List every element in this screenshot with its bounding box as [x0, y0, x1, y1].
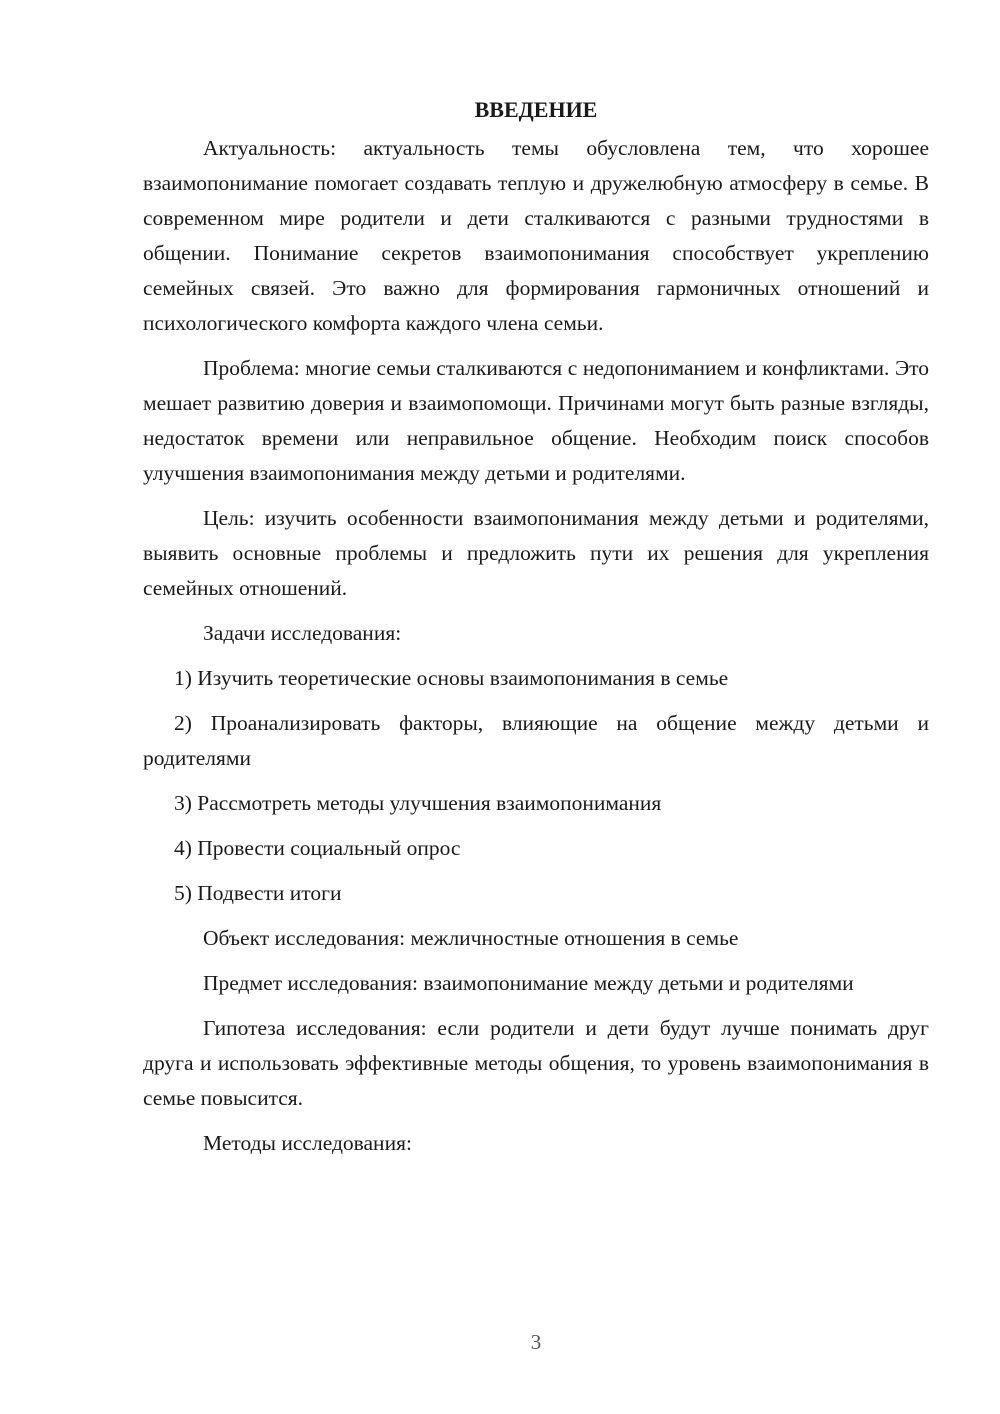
methods-heading: Методы исследования:	[203, 1131, 412, 1155]
page-title: ВВЕДЕНИЕ	[474, 97, 598, 122]
paragraph-relevance: Актуальность: актуальность темы обусловлена тем, что хорошее взаимопонимание помогает создавать теплую и дружелюбную атмосферу в семье. В современном мире родители и дети сталкиваются с разными трудностями в общении. Понимание секретов взаимопонимания способствует укреплению семейных связей. Это важно для формирования гармоничных отношений и психологического комфорта каждого члена семьи.	[143, 136, 929, 335]
tasks-heading: Задачи исследования:	[203, 621, 402, 645]
paragraph-problem: Проблема: многие семьи сталкиваются с недопониманием и конфликтами. Это мешает развитию доверия и взаимопомощи. Причинами могут быть разные взгляды, недостаток времени или неправильное общение. Необходим поиск способов улучшения взаимопонимания между детьми и родителями.	[143, 356, 929, 485]
paragraph-hypothesis: Гипотеза исследования: если родители и дети будут лучше понимать друг друга и использовать эффективные методы общения, то уровень взаимопонимания в семье повысится.	[143, 1016, 929, 1110]
paragraph-goal: Цель: изучить особенности взаимопонимания между детьми и родителями, выявить основные проблемы и предложить пути их решения для укрепления семейных отношений.	[143, 506, 929, 600]
task-item-1: 1) Изучить теоретические основы взаимопонимания в семье	[174, 666, 729, 690]
document-page	[143, 92, 929, 1161]
task-item-3: 3) Рассмотреть методы улучшения взаимопонимания	[174, 791, 662, 815]
task-item-5: 5) Подвести итоги	[174, 881, 342, 905]
task-item-4: 4) Провести социальный опрос	[174, 836, 461, 860]
paragraph-object: Объект исследования: межличностные отношения в семье	[203, 926, 739, 950]
page-number: 3	[530, 1330, 542, 1354]
paragraph-subject: Предмет исследования: взаимопонимание между детьми и родителями	[203, 971, 854, 995]
task-item-2: 2) Проанализировать факторы, влияющие на общение между детьми и родителями	[143, 711, 929, 770]
